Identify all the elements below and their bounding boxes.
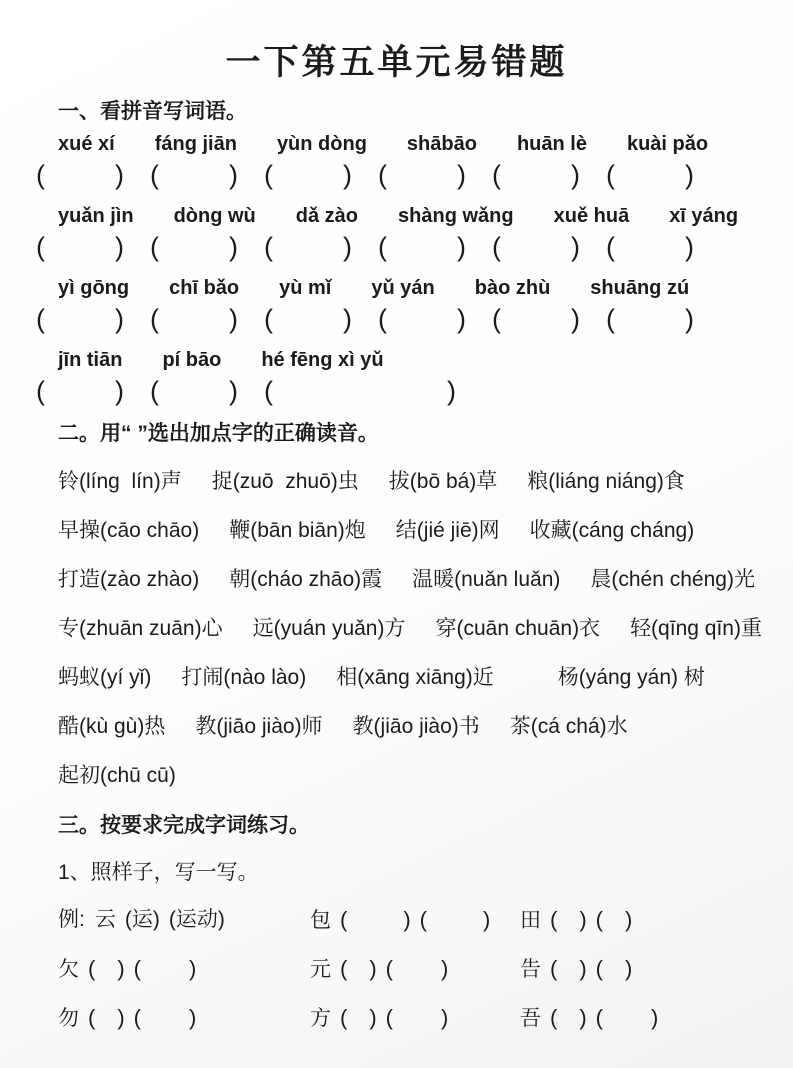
pinyin-word: yǔ yán xyxy=(371,277,435,299)
section3-heading: 三。按要求完成字词练习。 xyxy=(58,814,310,837)
answer-blank[interactable] xyxy=(386,1003,449,1033)
exercise-cell xyxy=(58,954,310,985)
example-char: 云 xyxy=(94,908,116,931)
answer-blank[interactable] xyxy=(606,231,694,264)
answer-blank[interactable] xyxy=(550,905,587,935)
paren-close: ) xyxy=(579,1005,587,1030)
phonetic-choice-item[interactable]: 打闹(nào lào) xyxy=(181,666,307,689)
paren-close: ) xyxy=(188,956,197,981)
answer-blank[interactable] xyxy=(150,159,238,192)
paren-close: ) xyxy=(685,232,694,262)
exercise-char: 勿 xyxy=(58,1007,79,1030)
exercise-row-3 xyxy=(58,1003,793,1034)
paren-close: ) xyxy=(571,160,580,190)
exercise-cell xyxy=(520,905,632,936)
pinyin-word: yì gōng xyxy=(58,277,130,299)
pinyin-word: shuāng zú xyxy=(590,277,690,299)
paren-open: ( xyxy=(36,304,45,334)
paren-open: ( xyxy=(492,304,501,334)
paren-open: ( xyxy=(36,232,45,262)
paren-close: ) xyxy=(579,956,587,981)
paren-open: ( xyxy=(606,304,615,334)
paren-open: ( xyxy=(264,160,273,190)
paren-open: ( xyxy=(595,907,603,932)
phonetic-choice-item[interactable]: 远(yuán yuǎn)方 xyxy=(252,617,406,640)
phonetic-choice-item[interactable]: 晨(chén chéng)光 xyxy=(590,568,755,591)
pinyin-word: shàng wǎng xyxy=(398,205,514,227)
exercise-char: 元 xyxy=(310,958,331,981)
paren-close: ) xyxy=(369,1005,377,1030)
paren-close: ) xyxy=(440,956,449,981)
pinyin-word: dòng wù xyxy=(173,205,256,227)
section3-item1-label: 1、照样子，写一写。 xyxy=(58,861,259,884)
phonetic-choice-item[interactable]: 粮(liáng niáng)食 xyxy=(527,470,685,493)
section2-heading: 二。用“ ”选出加点字的正确读音。 xyxy=(58,422,379,445)
phonetic-choice-item[interactable]: 结(jié jiē)网 xyxy=(395,519,500,542)
pinyin-word: shābāo xyxy=(406,133,477,155)
answer-blank-row-1 xyxy=(36,159,793,192)
paren-open: ( xyxy=(124,908,132,931)
paren-open: ( xyxy=(419,907,427,932)
answer-blank[interactable] xyxy=(606,303,694,336)
paren-close: ) xyxy=(369,956,377,981)
example-label: 例: xyxy=(58,908,85,931)
phonetic-choice-item[interactable]: 鞭(bān biān)炮 xyxy=(229,519,366,542)
answer-blank[interactable] xyxy=(36,231,124,264)
pinyin-word: kuài pǎo xyxy=(626,133,709,155)
paren-open: ( xyxy=(340,1005,348,1030)
exercise-char: 吾 xyxy=(520,1007,541,1030)
example-cell xyxy=(58,905,310,936)
paren-close: ) xyxy=(217,908,225,931)
pinyin-word: yùn dòng xyxy=(276,133,367,155)
paren-close: ) xyxy=(115,160,124,190)
answer-blank[interactable] xyxy=(340,1003,377,1033)
paren-close: ) xyxy=(447,376,456,406)
answer-blank[interactable] xyxy=(264,231,352,264)
answer-blank[interactable] xyxy=(340,954,377,984)
paren-open: ( xyxy=(88,956,96,981)
phonetic-choice-line-1 xyxy=(58,468,793,496)
exercise-row-example xyxy=(58,905,793,936)
pinyin-word: xuě huā xyxy=(553,205,630,227)
phonetic-choice-item[interactable]: 穿(cuān chuān)衣 xyxy=(435,617,601,640)
answer-blank[interactable] xyxy=(550,1003,587,1033)
phonetic-choice-item[interactable]: 轻(qīng qīn)重 xyxy=(630,617,762,640)
answer-blank[interactable] xyxy=(134,1003,197,1033)
exercise-cell xyxy=(310,905,520,936)
phonetic-choice-item[interactable]: 酷(kù gù)热 xyxy=(58,715,166,738)
pinyin-word: huān lè xyxy=(516,133,587,155)
answer-blank[interactable] xyxy=(378,231,466,264)
paren-close: ) xyxy=(685,160,694,190)
paren-open: ( xyxy=(550,1005,558,1030)
paren-open: ( xyxy=(150,376,159,406)
paren-open: ( xyxy=(385,956,393,981)
paren-open: ( xyxy=(606,232,615,262)
pinyin-word: chī bǎo xyxy=(169,277,240,299)
paren-open: ( xyxy=(340,956,348,981)
pinyin-row-1 xyxy=(58,132,793,157)
paren-close: ) xyxy=(117,1005,125,1030)
paren-open: ( xyxy=(550,907,558,932)
answer-blank[interactable] xyxy=(492,159,580,192)
section1-heading: 一、看拼音写词语。 xyxy=(58,100,247,123)
paren-close: ) xyxy=(685,304,694,334)
phonetic-choice-item[interactable]: 茶(cá chá)水 xyxy=(509,715,628,738)
phonetic-choice-line-5 xyxy=(58,664,793,692)
paren-close: ) xyxy=(343,232,352,262)
exercise-char: 田 xyxy=(520,909,541,932)
answer-blank[interactable] xyxy=(88,1003,125,1033)
paren-open: ( xyxy=(595,1005,603,1030)
paren-open: ( xyxy=(36,160,45,190)
paren-open: ( xyxy=(264,376,273,406)
answer-blank[interactable] xyxy=(150,303,238,336)
answer-blank[interactable] xyxy=(134,954,197,984)
phonetic-choice-line-6 xyxy=(58,713,793,741)
paren-close: ) xyxy=(188,1005,197,1030)
answer-blank-row-2 xyxy=(36,231,793,264)
phonetic-choice-item[interactable]: 教(jiāo jiào)师 xyxy=(195,715,323,738)
answer-blank[interactable] xyxy=(264,375,456,408)
phonetic-choice-line-4 xyxy=(58,615,793,643)
paren-open: ( xyxy=(133,1005,141,1030)
paren-open: ( xyxy=(492,232,501,262)
paren-open: ( xyxy=(88,1005,96,1030)
pinyin-word: xué xí xyxy=(58,133,115,155)
paren-close: ) xyxy=(343,304,352,334)
paren-open: ( xyxy=(150,232,159,262)
exercise-cell xyxy=(58,1003,310,1034)
paren-open: ( xyxy=(378,232,387,262)
phonetic-choice-line-2 xyxy=(58,517,793,545)
paren-close: ) xyxy=(650,1005,659,1030)
exercise-cell xyxy=(310,1003,520,1034)
exercise-row-2 xyxy=(58,954,793,985)
exercise-char: 包 xyxy=(310,909,331,932)
answer-blank[interactable] xyxy=(340,905,411,935)
example-fill-1 xyxy=(125,905,160,935)
answer-blank[interactable] xyxy=(378,303,466,336)
phonetic-choice-item[interactable]: 温暖(nuǎn luǎn) xyxy=(412,568,561,591)
paren-close: ) xyxy=(457,304,466,334)
answer-blank[interactable] xyxy=(596,905,633,935)
answer-blank[interactable] xyxy=(420,905,491,935)
pinyin-word: yuǎn jìn xyxy=(58,205,134,227)
paren-close: ) xyxy=(482,907,491,932)
phonetic-choice-item[interactable]: 铃(líng lín)声 xyxy=(58,470,182,493)
exercise-char: 方 xyxy=(310,1007,331,1030)
pinyin-word: xī yáng xyxy=(669,205,739,227)
answer-blank[interactable] xyxy=(88,954,125,984)
phonetic-choice-line-7 xyxy=(58,762,793,790)
paren-open: ( xyxy=(150,304,159,334)
exercise-cell xyxy=(520,954,632,985)
phonetic-choice-item[interactable]: 专(zhuān zuān)心 xyxy=(58,617,223,640)
answer-blank[interactable] xyxy=(596,1003,659,1033)
paren-open: ( xyxy=(550,956,558,981)
answer-blank[interactable] xyxy=(386,954,449,984)
paren-close: ) xyxy=(115,232,124,262)
answer-blank[interactable] xyxy=(36,303,124,336)
paren-close: ) xyxy=(343,160,352,190)
paren-close: ) xyxy=(152,908,160,931)
paren-close: ) xyxy=(115,376,124,406)
phonetic-choice-item[interactable]: 早操(cāo chāo) xyxy=(58,519,200,542)
phonetic-choice-item[interactable]: 教(jiāo jiào)书 xyxy=(352,715,480,738)
pinyin-row-3 xyxy=(58,276,793,301)
paren-open: ( xyxy=(150,160,159,190)
paren-close: ) xyxy=(624,956,633,981)
paren-close: ) xyxy=(440,1005,449,1030)
paren-open: ( xyxy=(378,304,387,334)
paren-close: ) xyxy=(571,232,580,262)
paren-open: ( xyxy=(168,908,176,931)
paren-close: ) xyxy=(457,160,466,190)
answer-blank[interactable] xyxy=(36,159,124,192)
phonetic-choice-item[interactable]: 相(xāng xiāng)近 xyxy=(336,666,494,689)
paren-open: ( xyxy=(378,160,387,190)
paren-open: ( xyxy=(385,1005,393,1030)
phonetic-choice-item[interactable]: 起初(chū cū) xyxy=(58,764,176,787)
answer-blank[interactable] xyxy=(264,159,352,192)
page-title: 一下第五单元易错题 xyxy=(225,43,568,82)
paren-close: ) xyxy=(229,160,238,190)
paren-close: ) xyxy=(403,907,411,932)
example-fill-text: 运动 xyxy=(175,908,218,931)
phonetic-choice-item[interactable]: 杨(yáng yán) 树 xyxy=(557,666,705,689)
answer-blank[interactable] xyxy=(150,231,238,264)
answer-blank[interactable] xyxy=(492,303,580,336)
paren-close: ) xyxy=(457,232,466,262)
answer-blank[interactable] xyxy=(378,159,466,192)
paren-close: ) xyxy=(229,304,238,334)
paren-close: ) xyxy=(115,304,124,334)
answer-blank[interactable] xyxy=(36,375,124,408)
phonetic-choice-item[interactable]: 捉(zuō zhuō)虫 xyxy=(211,470,359,493)
paren-open: ( xyxy=(492,160,501,190)
paren-close: ) xyxy=(624,907,633,932)
answer-blank-row-3 xyxy=(36,303,793,336)
pinyin-word: pí bāo xyxy=(162,349,222,371)
paren-open: ( xyxy=(133,956,141,981)
answer-blank[interactable] xyxy=(150,375,238,408)
paren-open: ( xyxy=(340,907,348,932)
paren-open: ( xyxy=(595,956,603,981)
paren-open: ( xyxy=(36,376,45,406)
paren-close: ) xyxy=(229,232,238,262)
exercise-cell xyxy=(310,954,520,985)
phonetic-choice-item[interactable]: 蚂蚁(yí yǐ) xyxy=(58,666,152,689)
phonetic-choice-item[interactable]: 朝(cháo zhāo)霞 xyxy=(229,568,383,591)
pinyin-word: jīn tiān xyxy=(58,349,123,371)
paren-close: ) xyxy=(229,376,238,406)
example-fill-text: 运 xyxy=(131,908,153,931)
exercise-cell xyxy=(520,1003,658,1034)
exercise-char: 告 xyxy=(520,958,541,981)
paren-open: ( xyxy=(264,232,273,262)
pinyin-word: hé fēng xì yǔ xyxy=(261,349,384,371)
pinyin-word: dǎ zào xyxy=(295,205,359,227)
answer-blank-row-4 xyxy=(36,375,793,408)
paren-close: ) xyxy=(571,304,580,334)
example-fill-2 xyxy=(169,905,225,935)
paren-close: ) xyxy=(117,956,125,981)
answer-blank[interactable] xyxy=(264,303,352,336)
pinyin-row-2 xyxy=(58,204,793,229)
paren-open: ( xyxy=(606,160,615,190)
phonetic-choice-line-3 xyxy=(58,566,793,594)
pinyin-word: fáng jiān xyxy=(154,133,237,155)
phonetic-choice-item[interactable]: 拔(bō bá)草 xyxy=(388,470,498,493)
paren-open: ( xyxy=(264,304,273,334)
exercise-char: 欠 xyxy=(58,958,79,981)
pinyin-row-4 xyxy=(58,348,793,373)
pinyin-word: bào zhù xyxy=(474,277,551,299)
answer-blank[interactable] xyxy=(606,159,694,192)
answer-blank[interactable] xyxy=(596,954,633,984)
paren-close: ) xyxy=(579,907,587,932)
answer-blank[interactable] xyxy=(550,954,587,984)
phonetic-choice-item[interactable]: 打造(zào zhào) xyxy=(58,568,200,591)
phonetic-choice-item[interactable]: 收藏(cáng cháng) xyxy=(529,519,695,542)
answer-blank[interactable] xyxy=(492,231,580,264)
pinyin-word: yù mǐ xyxy=(279,277,332,299)
